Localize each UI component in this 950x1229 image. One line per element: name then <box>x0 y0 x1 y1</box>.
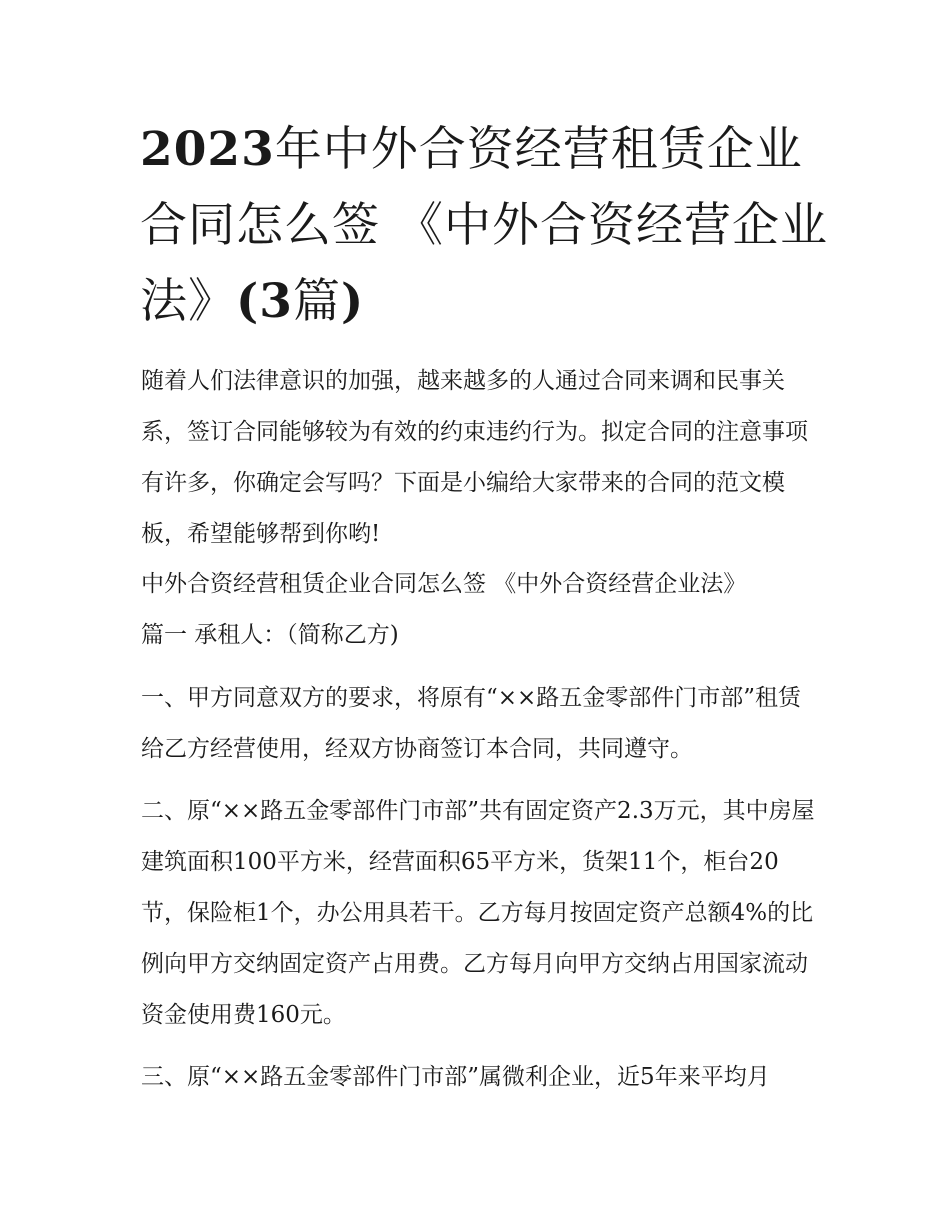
document-title <box>140 112 830 340</box>
subtitle-line: 中外合资经营租赁企业合同怎么签 《中外合资经营企业法》 <box>141 571 747 597</box>
title-main: 年中外合资经营租赁企业合同怎么签 《中外合资经营企业法》 <box>140 122 828 329</box>
clause-paragraph: 三、原“××路五金零部件门市部”属微利企业，近5年来平均月 <box>141 1064 770 1090</box>
clause-paragraph: 二、原“××路五金零部件门市部”共有固定资产2.3万元，其中房屋建筑面积100平方米，经营面积65平方米，货架11个，柜台20节，保险柜1个，办公用具若干。乙方每月按固定资产总额4%的比例向甲方交纳固定资产占用费。乙方每月向甲方交纳占用国家流动资金使用费160元。 <box>141 798 815 1028</box>
document-body <box>141 356 821 1114</box>
intro-paragraph: 随着人们法律意识的加强，越来越多的人通过合同来调和民事关系，签订合同能够较为有效的约束违约行为。拟定合同的注意事项有许多，你确定会写吗？下面是小编给大家带来的合同的范文模板，希望能够帮到你哟! <box>141 368 808 547</box>
title-count-unit: 篇 <box>292 274 341 329</box>
title-count-open: (3 <box>236 274 293 329</box>
clause-paragraph: 一、甲方同意双方的要求，将原有“××路五金零部件门市部”租赁给乙方经营使用，经双方协商签订本合同，共同遵守。 <box>141 685 802 762</box>
title-year: 2023 <box>140 122 275 177</box>
section-heading: 篇一 承租人：（简称乙方) <box>141 622 399 648</box>
title-count-close: ) <box>340 274 365 329</box>
